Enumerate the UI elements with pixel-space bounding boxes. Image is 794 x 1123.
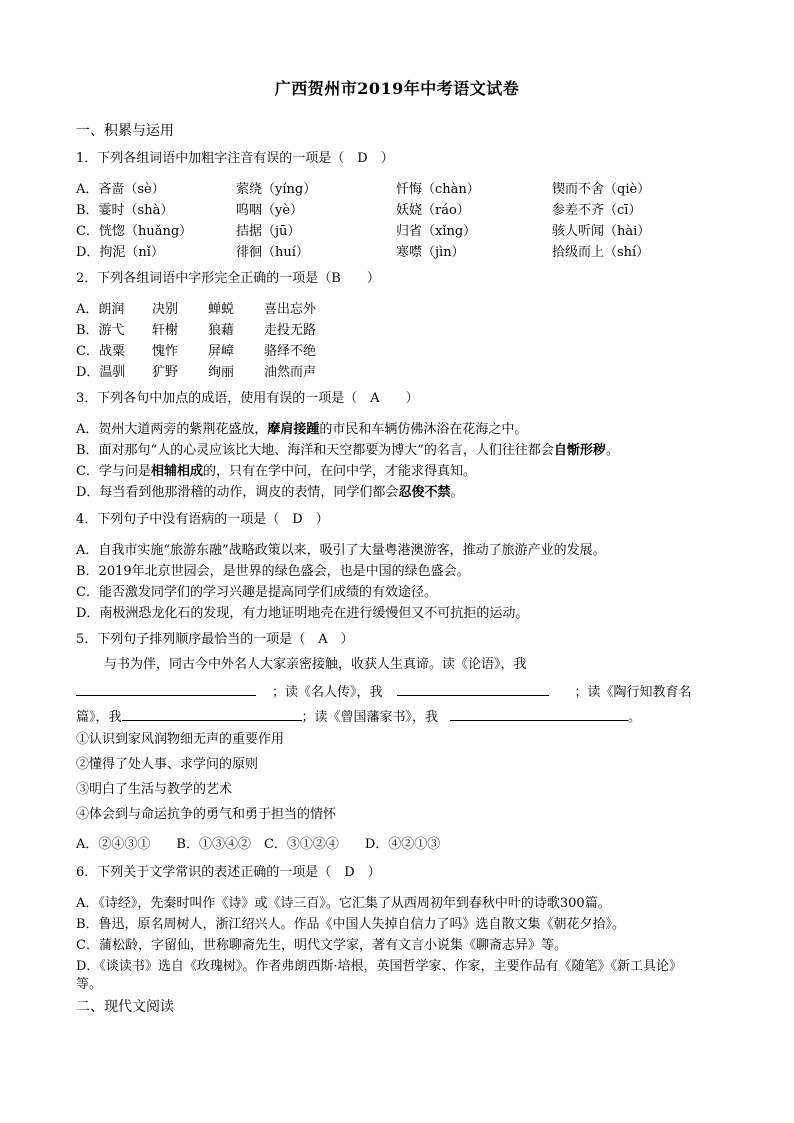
- question-5-passage-line-2: [76, 681, 692, 702]
- question-3-stem: 3．下列各句中加点的成语，使用有误的一项是（ A ）: [76, 391, 419, 406]
- q1-cell: 忏悔（chàn）: [396, 182, 480, 197]
- q1-cell: D．拘泥（nǐ）: [76, 245, 164, 260]
- question-4-stem: 4．下列句子中没有语病的一项是（ D ）: [76, 512, 329, 527]
- q2-cell: C．战粟: [76, 344, 125, 359]
- question-2-row-d: [76, 364, 736, 382]
- question-5-item-1: ①认识到家风润物细无声的重要作用: [76, 732, 285, 747]
- q1-cell: C．恍惚（huǎng）: [76, 224, 193, 239]
- q3-text: 。: [605, 443, 619, 458]
- q1-cell: 归省（xǐng）: [396, 224, 477, 239]
- question-4-option-d: D．南极洲恐龙化石的发现，有力地证明地壳在进行缓慢但又不可抗拒的运动。: [76, 606, 529, 621]
- q1-cell: 呜咽（yè）: [236, 203, 304, 218]
- q1-cell: B．霎时（shà）: [76, 203, 174, 218]
- q3-text: 。: [450, 485, 464, 500]
- question-4-option-c: C．能否激发同学们的学习兴趣是提高同学们成绩的有效途径。: [76, 585, 437, 600]
- q2-cell: 犷野: [152, 365, 179, 380]
- question-5-item-4: ④体会到与命运抗争的勇气和勇于担当的情怀: [76, 807, 337, 822]
- question-2-stem: 2．下列各组词语中字形完全正确的一项是（B ）: [76, 271, 380, 286]
- passage-text: ；读《陶行知教育名: [574, 685, 692, 700]
- q2-cell: 喜出忘外: [264, 302, 317, 317]
- q3-text: 的，只有在学中问，在问中学，才能求得真知。: [202, 464, 476, 479]
- q1-cell: 萦绕（yíng）: [236, 182, 317, 197]
- question-1-row-b: [76, 202, 736, 220]
- question-3-option-a: [76, 421, 527, 439]
- question-1-row-c: [76, 223, 736, 241]
- question-5-item-2: ②懂得了处人事、求学问的原则: [76, 757, 259, 772]
- q1-cell: 寒噤（jìn）: [396, 245, 465, 260]
- question-2-row-b: [76, 322, 736, 340]
- question-5-stem: 5．下列句子排列顺序最恰当的一项是（ A ）: [76, 632, 354, 647]
- q3-emphasis: 摩肩接踵: [267, 422, 320, 437]
- question-5-passage-line-1: 与书为伴，同古今中外名人大家亲密接触，收获人生真谛。读《论语》，我: [104, 657, 527, 672]
- q2-cell: 蝉蜕: [208, 302, 235, 317]
- question-4-option-a: A．自我市实施“旅游东融”战略政策以来，吸引了大量粤港澳游客，推动了旅游产业的发展。: [76, 543, 606, 558]
- q2-cell: 绚丽: [208, 365, 235, 380]
- q2-cell: A．朗润: [76, 302, 125, 317]
- q1-cell: 妖娆（ráo）: [396, 203, 470, 218]
- question-3-option-c: [76, 463, 476, 481]
- q1-cell: 拮据（jū）: [236, 224, 301, 239]
- question-6-option-a: A．《诗经》，先秦时叫作《诗》或《诗三百》。它汇集了从西周初年到春秋中叶的诗歌300篇。: [76, 896, 611, 911]
- q1-cell: A．吝啬（sè）: [76, 182, 165, 197]
- q2-cell: B．游弋: [76, 323, 125, 338]
- question-4-option-b: B．2019年北京世园会，是世界的绿色盛会，也是中国的绿色盛会。: [76, 564, 470, 579]
- question-6-option-d: D．《谈读书》选自《玫瑰树》。作者弗朗西斯·培根，英国哲学家、作家，主要作品有《随笔》《新工具论》: [76, 959, 683, 974]
- q3-text: A．贺州大道两旁的紫荆花盛放，: [76, 422, 268, 437]
- question-1-stem: 1．下列各组词语中加粗字注音有误的一项是（ D ）: [76, 151, 394, 166]
- passage-text: ；读《曾国藩家书》，我: [301, 710, 439, 725]
- question-6-option-b: B．鲁迅，原名周树人，浙江绍兴人。作品《中国人失掉自信力了吗》选自散文集《朝花夕拾》。: [76, 917, 626, 932]
- q2-cell: 屏嶂: [208, 344, 235, 359]
- question-3-option-b: [76, 442, 619, 460]
- section-heading-1: 一、积累与运用: [76, 123, 174, 139]
- exam-title: 广西贺州市2019年中考语文试卷: [274, 79, 520, 98]
- q3-text: D．每当看到他那滑稽的动作，调皮的表情，同学们都会: [76, 485, 399, 500]
- question-2-row-a: [76, 301, 736, 319]
- q3-text: 的市民和车辆仿佛沐浴在花海之中。: [319, 422, 528, 437]
- q1-cell: 骇人听闻（hài）: [552, 224, 651, 239]
- fill-blank[interactable]: [76, 681, 256, 696]
- q3-text: C．学与问是: [76, 464, 151, 479]
- q2-cell: D．温驯: [76, 365, 126, 380]
- q1-cell: 徘徊（huí）: [236, 245, 309, 260]
- q3-emphasis: 忍俊不禁: [398, 485, 451, 500]
- question-5-passage-line-3: [76, 706, 641, 727]
- question-5-options: A．②④③① B．①③④② C．③①②④ D．④②①③: [76, 837, 441, 852]
- section-heading-2: 二、现代文阅读: [76, 999, 174, 1015]
- q2-cell: 走投无路: [264, 323, 317, 338]
- q3-emphasis: 自惭形秽: [553, 443, 606, 458]
- q2-cell: 愧怍: [152, 344, 179, 359]
- question-6-option-d-continued: 等。: [76, 977, 103, 992]
- q3-emphasis: 相辅相成: [150, 464, 203, 479]
- question-3-option-d: [76, 484, 463, 502]
- passage-text: ；读《名人传》，我: [272, 685, 383, 700]
- passage-text: 篇》，我: [76, 710, 122, 725]
- fill-blank[interactable]: [450, 706, 628, 721]
- question-5-item-3: ③明白了生活与教学的艺术: [76, 782, 233, 797]
- q2-cell: 决别: [152, 302, 179, 317]
- fill-blank[interactable]: [397, 681, 549, 696]
- question-6-stem: 6．下列关于文学常识的表述正确的一项是（ D ）: [76, 865, 381, 880]
- question-6-option-c: C．蒲松龄，字留仙，世称聊斋先生，明代文学家，著有文言小说集《聊斋志异》等。: [76, 938, 567, 953]
- q1-cell: 锲而不舍（qiè）: [552, 182, 651, 197]
- q2-cell: 轩榭: [152, 323, 179, 338]
- q1-cell: 参差不齐（cī）: [552, 203, 642, 218]
- question-2-row-c: [76, 343, 736, 361]
- q2-cell: 骆绎不绝: [264, 344, 317, 359]
- question-1-row-d: [76, 244, 736, 262]
- q1-cell: 拾级而上（shí）: [552, 245, 650, 260]
- q3-text: B．面对那句“人的心灵应该比大地、海洋和天空都要为博大”的名言，人们往往都会: [76, 443, 554, 458]
- passage-text: 。: [628, 710, 642, 725]
- q2-cell: 狼藉: [208, 323, 235, 338]
- question-1-row-a: [76, 181, 736, 199]
- q2-cell: 油然而声: [264, 365, 317, 380]
- fill-blank[interactable]: [122, 706, 302, 721]
